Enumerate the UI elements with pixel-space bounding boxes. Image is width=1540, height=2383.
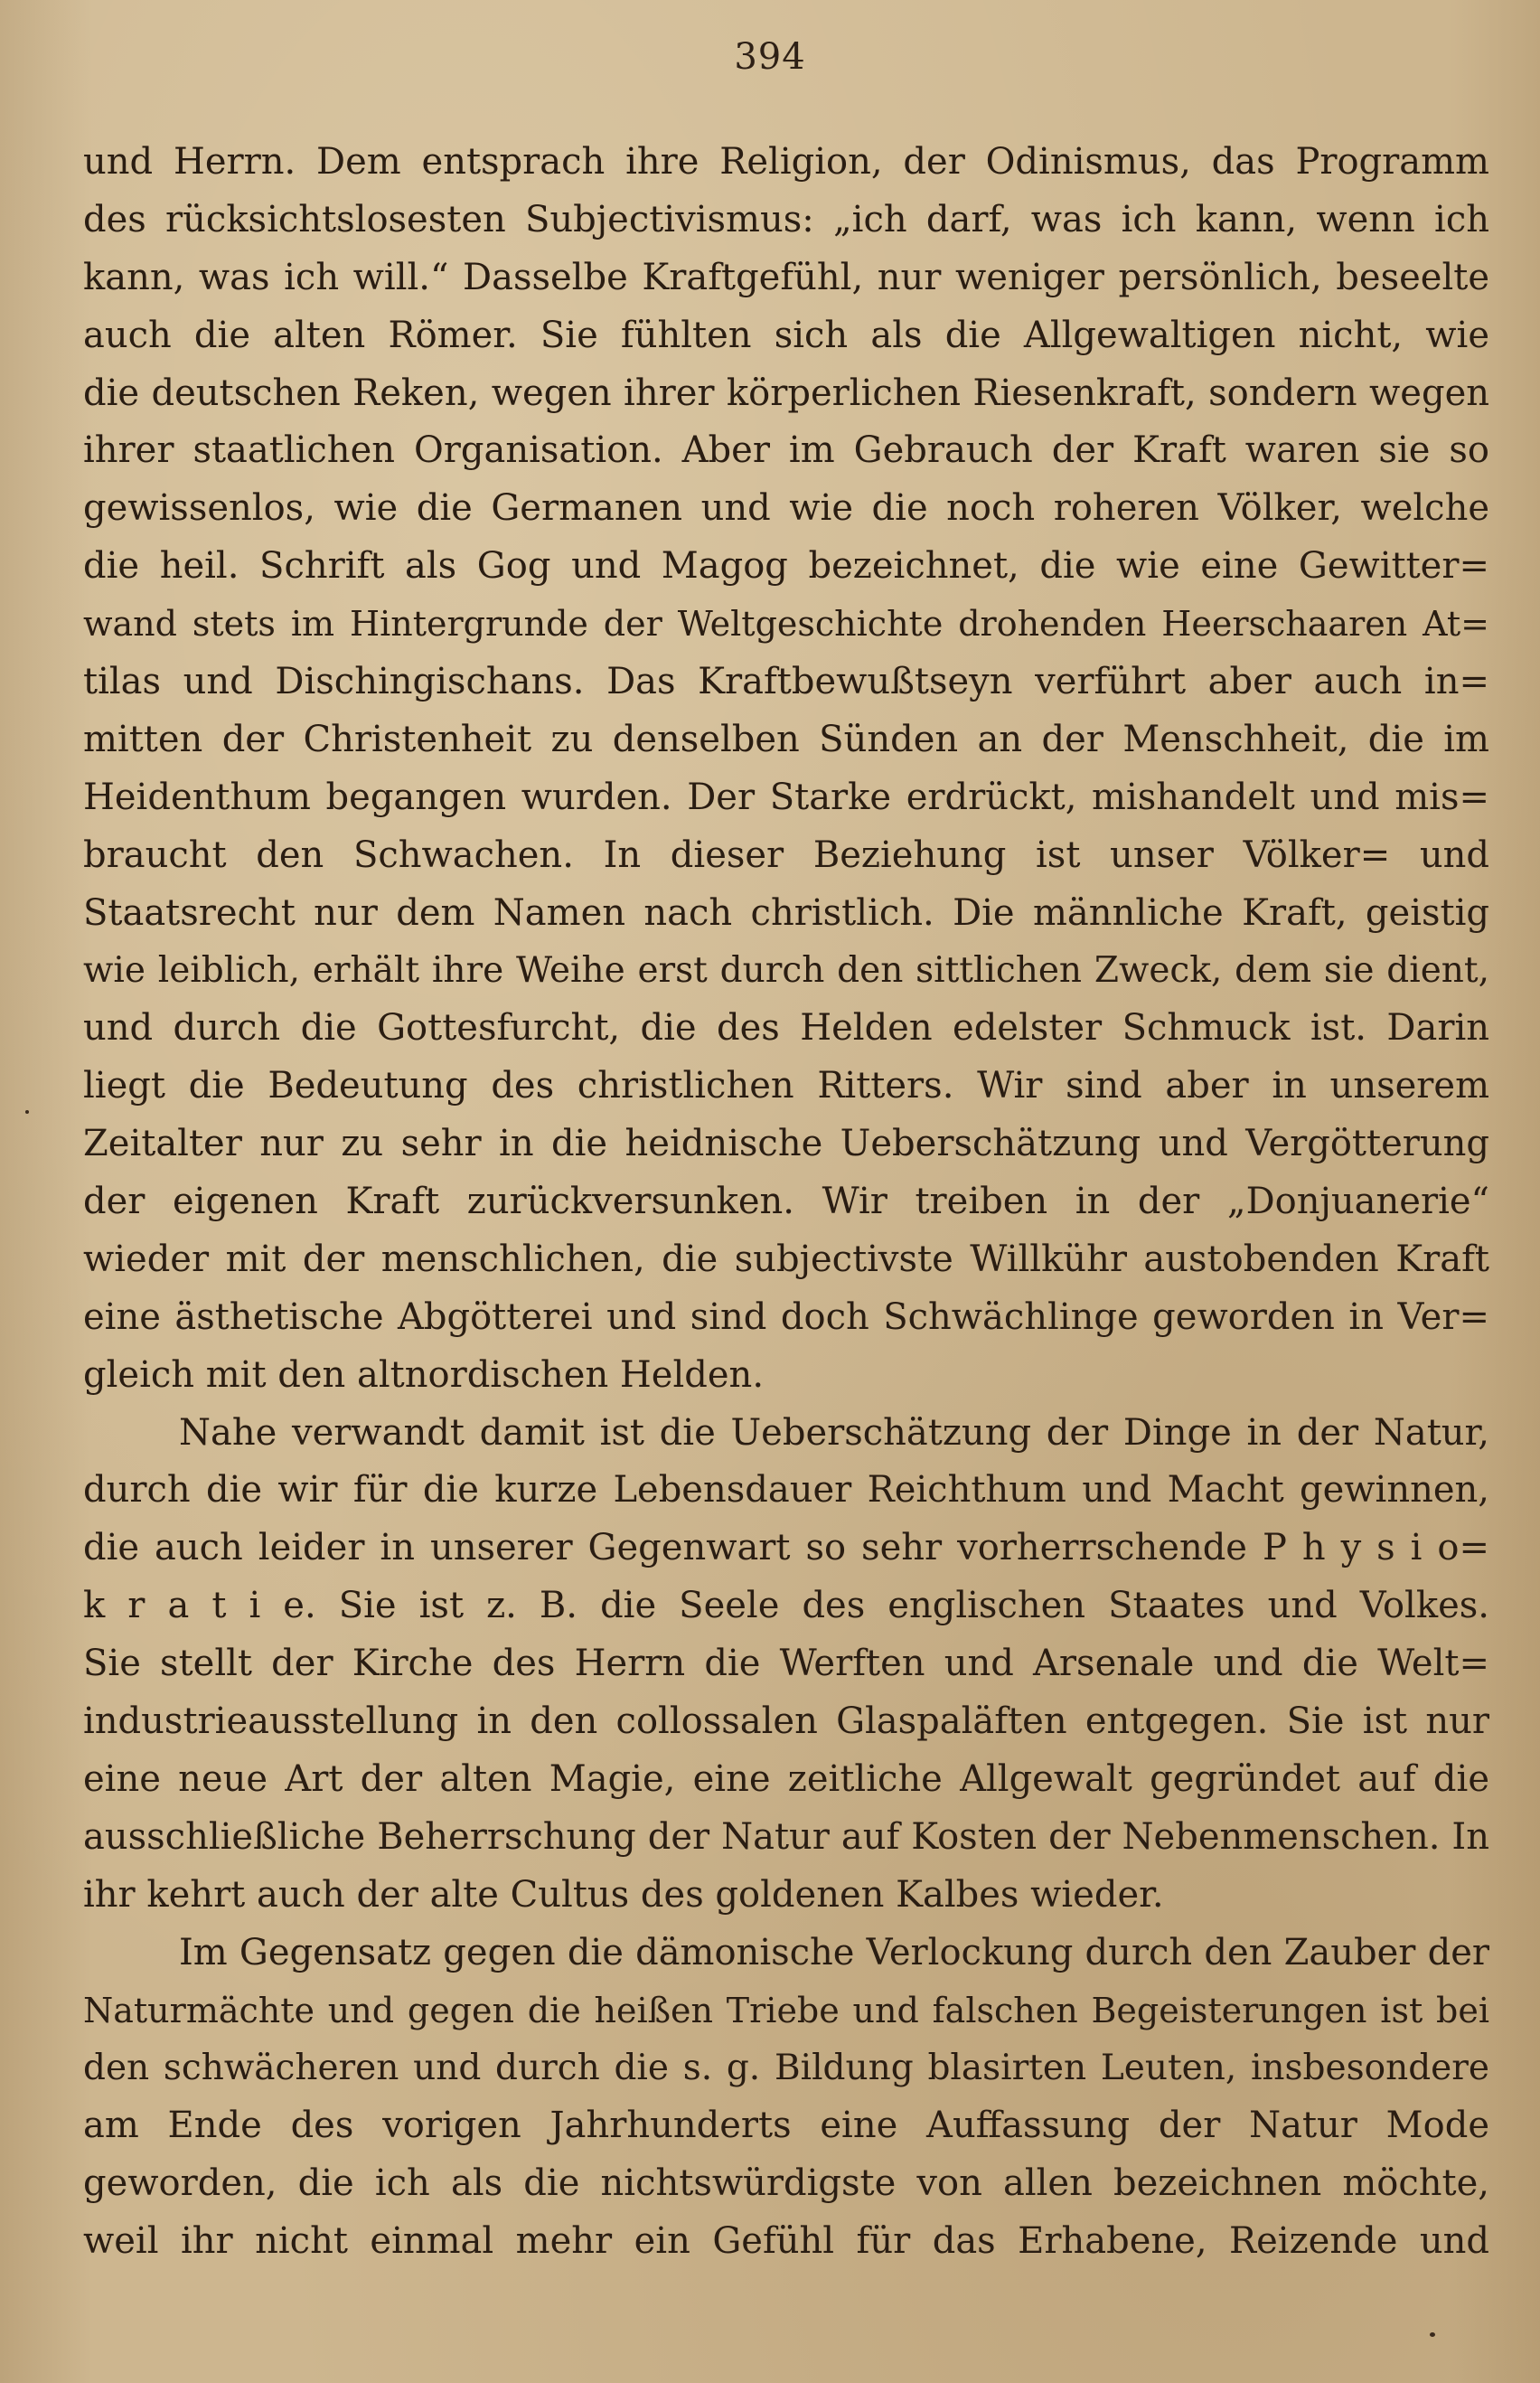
text-line: ihr kehrt auch der alte Cultus des goldenen Kalbes wieder. <box>83 1873 1164 1916</box>
text-line: die auch leider in unserer Gegenwart so sehr vorherrschende P h y s i o= <box>83 1527 1489 1569</box>
body-text <box>83 134 1489 2271</box>
text-line: ausschließliche Beherrschung der Natur auf Kosten der Nebenmenschen. In <box>83 1815 1489 1858</box>
text-line: Sie stellt der Kirche des Herrn die Werften und Arsenale und die Welt= <box>83 1643 1489 1685</box>
text-line: Heidenthum begangen wurden. Der Starke erdrückt, mishandelt und mis= <box>83 776 1489 818</box>
text-line: geworden, die ich als die nichtswürdigste von allen bezeichnen möchte, <box>83 2162 1489 2205</box>
page-number: 394 <box>734 36 806 78</box>
text-line: Staatsrecht nur dem Namen nach christlich. Die männliche Kraft, geistig <box>83 891 1489 934</box>
text-line: industrieausstellung in den collossalen Glaspaläften entgegen. Sie ist nur <box>83 1700 1489 1743</box>
text-line: den schwächeren und durch die s. g. Bildung blasirten Leuten, insbesondere <box>83 2048 1489 2089</box>
text-line: und durch die Gottesfurcht, die des Helden edelster Schmuck ist. Darin <box>83 1007 1489 1050</box>
text-line: gleich mit den altnordischen Helden. <box>83 1353 765 1396</box>
text-line: weil ihr nicht einmal mehr ein Gefühl für das Erhabene, Reizende und <box>83 2220 1489 2263</box>
text-line: gewissenlos, wie die Germanen und wie die noch roheren Völker, welche <box>83 487 1489 530</box>
text-line: die heil. Schrift als Gog und Magog bezeichnet, die wie eine Gewitter= <box>83 545 1489 588</box>
text-line: Naturmächte und gegen die heißen Triebe und falschen Begeisterungen ist bei <box>83 1990 1489 2030</box>
text-line: wand stets im Hintergrunde der Weltgeschichte drohenden Heerschaaren At= <box>83 604 1489 645</box>
text-line: die deutschen Reken, wegen ihrer körperlichen Riesenkraft, sondern wegen <box>83 372 1489 414</box>
text-line: durch die wir für die kurze Lebensdauer Reichthum und Macht gewinnen, <box>83 1469 1489 1512</box>
ink-speck <box>1430 2332 1435 2337</box>
text-line: eine neue Art der alten Magie, eine zeitliche Allgewalt gegründet auf die <box>83 1757 1489 1800</box>
text-line: wieder mit der menschlichen, die subjectivste Willkühr austobenden Kraft <box>83 1238 1489 1280</box>
text-line: Nahe verwandt damit ist die Ueberschätzung der Dinge in der Natur, <box>179 1411 1489 1454</box>
text-line: des rücksichtslosesten Subjectivismus: „ich darf, was ich kann, wenn ich <box>83 198 1489 240</box>
text-line: wie leiblich, erhält ihre Weihe erst durch den sittlichen Zweck, dem sie dient, <box>83 950 1489 992</box>
text-line: Zeitalter nur zu sehr in die heidnische Ueberschätzung und Vergötterung <box>83 1123 1489 1165</box>
text-line: und Herrn. Dem entsprach ihre Religion, der Odinismus, das Programm <box>83 141 1489 183</box>
ink-speck <box>25 1110 29 1114</box>
text-line: eine ästhetische Abgötterei und sind doch Schwächlinge geworden in Ver= <box>83 1295 1489 1338</box>
text-line: auch die alten Römer. Sie fühlten sich als die Allgewaltigen nicht, wie <box>83 314 1489 356</box>
text-line: der eigenen Kraft zurückversunken. Wir treiben in der „Donjuanerie“ <box>83 1181 1489 1223</box>
text-line: am Ende des vorigen Jahrhunderts eine Auffassung der Natur Mode <box>83 2105 1489 2147</box>
text-line: liegt die Bedeutung des christlichen Ritters. Wir sind aber in unserem <box>83 1065 1489 1107</box>
text-line: braucht den Schwachen. In dieser Beziehung ist unser Völker= und <box>83 834 1489 876</box>
text-line: ihrer staatlichen Organisation. Aber im Gebrauch der Kraft waren sie so <box>83 429 1489 472</box>
text-line: k r a t i e. Sie ist z. B. die Seele des englischen Staates und Volkes. <box>83 1585 1489 1627</box>
text-line: tilas und Dischingischans. Das Kraftbewußtseyn verführt aber auch in= <box>83 661 1489 703</box>
text-line: Im Gegensatz gegen die dämonische Verlockung durch den Zauber der <box>179 1931 1489 1973</box>
text-line: mitten der Christenheit zu denselben Sünden an der Menschheit, die im <box>83 718 1489 760</box>
text-line: kann, was ich will.“ Dasselbe Kraftgefühl, nur weniger persönlich, beseelte <box>83 256 1489 298</box>
